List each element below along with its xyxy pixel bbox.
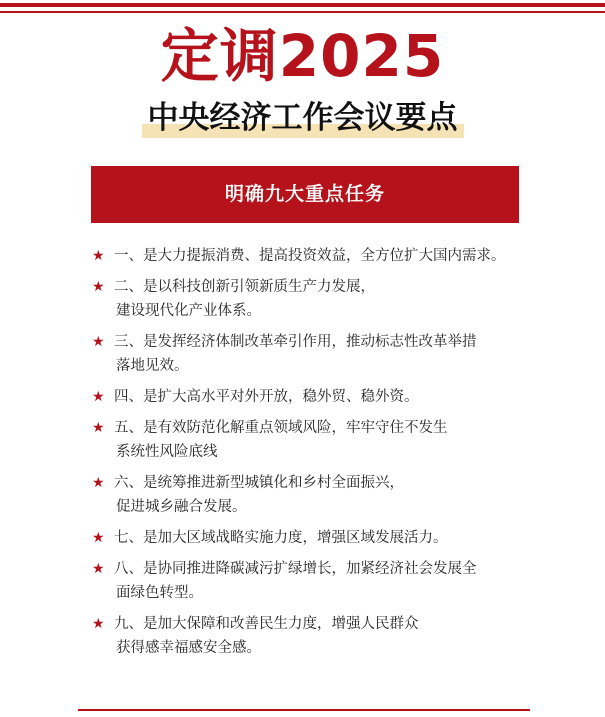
task-item bbox=[92, 330, 532, 378]
task-text-line: 建设现代化产业体系。 bbox=[116, 303, 261, 319]
star-icon: ★ bbox=[92, 248, 105, 264]
task-item bbox=[92, 416, 532, 464]
top-rule-thick bbox=[0, 3, 605, 7]
task-text-line: 落地见效。 bbox=[116, 358, 189, 374]
task-item bbox=[92, 244, 532, 268]
star-icon: ★ bbox=[92, 279, 105, 295]
section-banner: 明确九大重点任务 bbox=[91, 166, 519, 223]
task-text-line: 四、是扩大高水平对外开放，稳外贸、稳外资。 bbox=[114, 389, 419, 405]
top-rule-thin bbox=[0, 11, 605, 13]
subtitle-text: 中央经济工作会议要点 bbox=[147, 100, 458, 136]
subtitle-container bbox=[0, 96, 605, 140]
star-icon: ★ bbox=[92, 475, 105, 491]
bottom-rule bbox=[78, 709, 530, 711]
task-text-line: 获得感幸福感安全感。 bbox=[116, 640, 261, 656]
task-text-line: 面绿色转型。 bbox=[116, 585, 203, 601]
task-text-line: 七、是加大区域战略实施力度，增强区域发展活力。 bbox=[114, 530, 448, 546]
star-icon: ★ bbox=[92, 561, 105, 577]
task-item bbox=[92, 471, 532, 519]
task-item bbox=[92, 612, 532, 660]
task-item bbox=[92, 526, 532, 550]
page-title: 定调2025 bbox=[160, 22, 445, 90]
star-icon: ★ bbox=[92, 420, 105, 436]
task-text-line: 一、是大力提振消费、提高投资效益，全方位扩大国内需求。 bbox=[114, 248, 506, 264]
star-icon: ★ bbox=[92, 616, 105, 632]
subtitle bbox=[142, 96, 464, 140]
task-text-line: 八、是协同推进降碳减污扩绿增长，加紧经济社会发展全 bbox=[114, 561, 477, 577]
task-text-line: 促进城乡融合发展。 bbox=[116, 499, 247, 515]
task-text-line: 三、是发挥经济体制改革牵引作用，推动标志性改革举措 bbox=[114, 334, 477, 350]
task-list bbox=[92, 244, 532, 667]
star-icon: ★ bbox=[92, 530, 105, 546]
task-text-line: 五、是有效防范化解重点领域风险，牢牢守住不发生 bbox=[114, 420, 448, 436]
task-item bbox=[92, 557, 532, 605]
star-icon: ★ bbox=[92, 389, 105, 405]
task-text-line: 二、是以科技创新引领新质生产力发展， bbox=[114, 279, 375, 295]
task-item bbox=[92, 385, 532, 409]
task-text-line: 九、是加大保障和改善民生力度，增强人民群众 bbox=[114, 616, 419, 632]
task-text-line: 系统性风险底线 bbox=[116, 444, 218, 460]
task-text-line: 六、是统筹推进新型城镇化和乡村全面振兴， bbox=[114, 475, 404, 491]
star-icon: ★ bbox=[92, 334, 105, 350]
task-item bbox=[92, 275, 532, 323]
